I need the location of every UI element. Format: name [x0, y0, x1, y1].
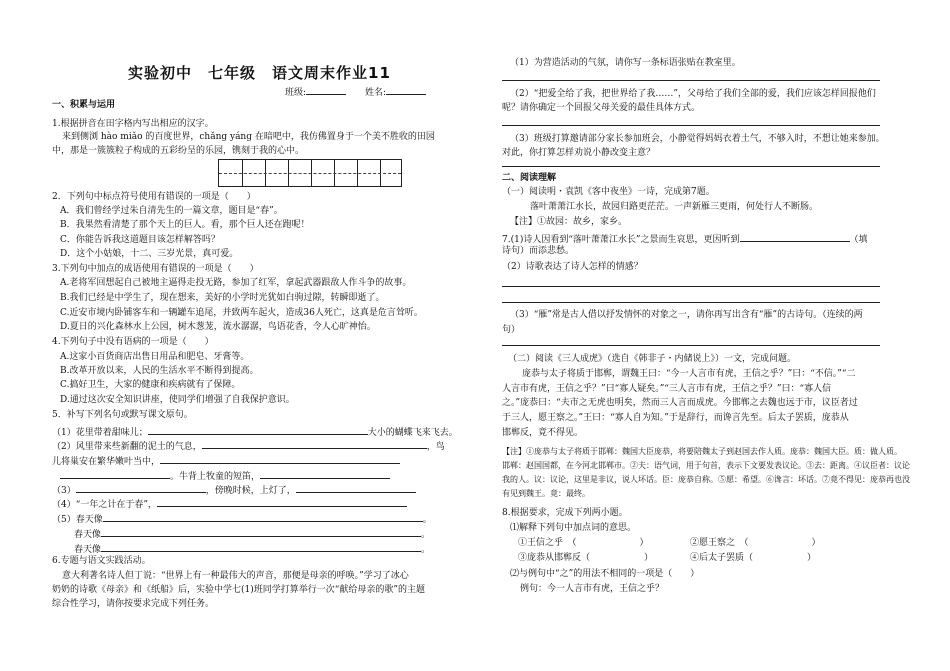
question-7-1[interactable]: [502, 232, 868, 246]
name-label: 姓名:: [365, 88, 387, 98]
option-d: D.夏日的兴化森林水上公园，树木葱茏，流水潺潺，鸟语花香，令人心旷神怡。: [60, 322, 376, 332]
question-8-item[interactable]: ②愿王察之 （ ）: [690, 538, 821, 548]
question-6-text: 奶奶的诗歌《母亲》和《纸船》后，实验中学七(1)班同学打算举行一次“献给母亲的歌”的主题: [52, 585, 425, 595]
period: 。: [421, 545, 431, 555]
passage-note: 邯郸：赵国国都，在今河北邯郸市。②夫：语气词，用于句首，表示下文要发表议论。③去：距离。④议臣者：议论: [502, 461, 910, 470]
passage-note: 【注】①庞恭与太子将质于邯郸：魏国大臣庞恭，将要陪魏太子到赵国去作人质。庞恭：魏国大臣。质：做人质。: [502, 447, 902, 456]
option-a: A.老将军回想起自己被地主逼得走投无路，参加了红军，拿起武器跟敌人作斗争的故事。: [60, 278, 412, 288]
question-8: 8.根据要求，完成下列两小题。: [502, 508, 628, 518]
poem-note: 【注】①故园：故乡，家乡。: [510, 217, 628, 227]
task-2: 呢？请你确定一个回报父母关爱的最佳具体方式。: [502, 103, 701, 113]
question-6-text: 意大利著名诗人但丁说：“世界上有一种最伟大的声音，那便是母亲的呼唤。”学习了冰心: [62, 571, 409, 581]
passage-text: 人言市有虎，王信之乎？”曰“寡人疑矣。”“三人言市有虎，王信之乎？”曰：“寡人信: [502, 384, 832, 394]
question-6-text: 综合性学习，请你按要求完成下列任务。: [52, 599, 215, 609]
prompt: 。牛背上牧童的短笛，: [170, 472, 261, 482]
question-5: 5．补写下列名句或默写课文原句。: [52, 410, 193, 420]
passage-2-intro: （二）阅读《三人成虎》（选自《韩非子・内储说上》）一文，完成问题。: [508, 354, 797, 364]
fill-blank-2b[interactable]: [52, 454, 400, 468]
fill-blank-2c[interactable]: [60, 469, 390, 483]
question-8-item[interactable]: ④后太子罢质（ ）: [690, 553, 817, 563]
period: 。: [421, 530, 431, 540]
prompt-tail: ，鸟: [426, 442, 445, 452]
poem-text: 落叶萧萧江水长，故园归路更茫茫。一声新雁三更雨，何处行人不断肠。: [530, 202, 819, 212]
option-c: C．你能告诉我这道题目该怎样解答吗？: [60, 235, 220, 245]
fill-blank-5a[interactable]: [52, 512, 432, 526]
prompt: （3）: [52, 486, 76, 496]
class-label: 班级:: [285, 88, 307, 98]
fill-blank-5c[interactable]: [74, 542, 430, 556]
passage-text: 于三人，愿王察之。”王曰：“寡人自为知。”于是辞行，而谗言先至。后太子罢质，庞恭从: [502, 413, 849, 423]
passage-1-intro: （一）阅读明・袁凯《客中夜坐》一诗，完成第7题。: [502, 187, 715, 197]
passage-text: 庞恭与太子将质于邯郸，谓魏王曰：“今一人言市有虎，王信之乎？”曰：“不信。”“二: [522, 369, 856, 379]
prompt: 春天像: [74, 545, 102, 555]
fill-blank-4[interactable]: [52, 497, 407, 511]
task-3: （3）班级打算邀请部分家长参加班会，小静觉得妈妈衣着土气，不够入时，不想让她来参加。: [510, 134, 885, 144]
answer-line[interactable]: [502, 302, 880, 303]
period: 。: [422, 515, 432, 525]
question-6: 6.专题与语文实践活动。: [52, 556, 151, 566]
task-3: 对此，你打算怎样劝说小静改变主意？: [502, 148, 656, 158]
question-2: 2．下列句中标点符号使用有错误的一项是（ ）: [52, 192, 256, 202]
option-c: C.近安市境内卧铺客车和一辆罐车追尾，并致两车起火，造成36人死亡，这真是危言耸听。: [60, 308, 423, 318]
question-3: 3.下列句中加点的成语使用有错误的一项是（ ）: [52, 264, 259, 274]
task-2: （2）“把爱全给了我，把世界给了我……”，父母给了我们全部的爱，我们应该怎样回报他们: [510, 89, 876, 99]
question-7-1-tail: 诗句）而添悲愁。: [502, 246, 575, 256]
option-d: D．这个小姑娘，十二、三岁光景，真可爱。: [60, 249, 239, 259]
prompt: （5）春天像: [52, 515, 103, 525]
prompt: （1）花里带着甜味儿；: [52, 428, 148, 438]
question-1-text: 中，那是一簇簇粒子构成的五彩纷呈的乐园，镌刻于我的心中。: [52, 146, 305, 156]
answer-line[interactable]: [502, 286, 880, 287]
option-a: A．我们曾经学过朱自清先生的一篇文章，题目是“春”。: [60, 206, 283, 216]
task-1: （1）为营造活动的气氛，请你写一条标语张贴在教室里。: [510, 58, 741, 68]
question-8-example: 例句：今一人言市有虎，王信之乎？: [520, 584, 665, 594]
question-8-1: ⑴解释下列句中加点词的意思。: [510, 523, 637, 533]
answer-line[interactable]: [502, 125, 880, 126]
section-2-heading: 二、阅读理解: [502, 173, 557, 183]
prompt: 儿将巢安在繁华嫩叶当中，: [52, 457, 161, 467]
option-c: C.搞好卫生，大家的健康和疾病就有了保障。: [60, 380, 241, 390]
prompt: 7.(1)诗人因看到“落叶萧萧江水长”之景而生哀思，更因听到: [502, 235, 740, 245]
question-8-item[interactable]: ③庞恭从邯郸反（ ）: [518, 553, 654, 563]
question-1-text: 来到侧浏 hào miǎo 的百度世界，chǎng yáng 在暗吧中，我仿佛置身于一个美不胜收的田园: [62, 132, 435, 142]
name-field[interactable]: [365, 85, 426, 99]
question-8-2: ⑵与例句中“之”的用法不相同的一项是（ ）: [510, 569, 700, 579]
question-4: 4.下列句子中没有语病的一项是（ ）: [52, 337, 214, 347]
answer-line[interactable]: [502, 345, 880, 346]
question-7-3: （3）“雁”常是古人借以抒发情怀的对象之一，请你再写出含有“雁”的古诗句。（连续的两: [510, 310, 863, 320]
prompt-tail: ，傍晚时候，上灯了，: [205, 486, 296, 496]
fill-blank-5b[interactable]: [74, 527, 430, 541]
prompt-tail: 大小的蝴蝶飞来飞去。: [367, 428, 458, 438]
question-1: 1.根据拼音在田字格内写出相应的汉字。: [52, 119, 214, 129]
passage-note: 有见到魏王。竟：最终。: [502, 489, 590, 498]
answer-line[interactable]: [502, 166, 880, 167]
answer-line[interactable]: [502, 80, 880, 81]
page-title: 实验初中 七年级 语文周末作业11: [128, 64, 391, 82]
option-d: D.通过这次安全知识讲座，使同学们增强了自我保护意识。: [60, 395, 295, 405]
passage-note: 我的人。议：议论，这里是非议，说人坏话。臣：庞恭自称。⑤愿：希望。⑥谗言：坏话。⑦竟不得见：庞恭再也没: [502, 475, 910, 484]
prompt: （4）“一年之计在于春”，: [52, 500, 157, 510]
question-7-2: （2）诗歌表达了诗人怎样的情感？: [502, 262, 643, 272]
option-b: B．我果然看清楚了那个天上的巨人。看，那个巨人还在跑呢！: [60, 220, 310, 230]
option-b: B.改革开放以来，人民的生活水平不断得到提高。: [60, 366, 259, 376]
tianzige-grid[interactable]: [218, 159, 402, 187]
option-a: A.这家小百货商店出售日用品和肥皂、牙膏等。: [60, 352, 250, 362]
section-1-heading: 一、积累与运用: [52, 100, 116, 110]
passage-text: 之。”庞恭曰：“夫市之无虎也明矣，然而三人言而成虎。今邯郸之去魏也远于市，议臣者过: [502, 398, 858, 408]
question-8-item[interactable]: ①王信之乎 （ ）: [518, 538, 649, 548]
fill-blank-1[interactable]: [52, 425, 458, 439]
fill-blank-2[interactable]: [52, 439, 445, 453]
question-7-3: 句）: [502, 325, 521, 335]
option-b: B.我们已经是中学生了，现在想来，美好的小学时光犹如白驹过隙，转瞬即逝了。: [60, 293, 385, 303]
prompt: （2）风里带来些新翻的泥土的气息，: [52, 442, 202, 452]
passage-text: 邯郸反，竟不得见。: [502, 428, 584, 438]
fill-blank-3[interactable]: [52, 483, 416, 497]
prompt: 春天像: [74, 530, 102, 540]
class-field[interactable]: [285, 85, 346, 99]
prompt-tail: （填: [849, 235, 868, 245]
